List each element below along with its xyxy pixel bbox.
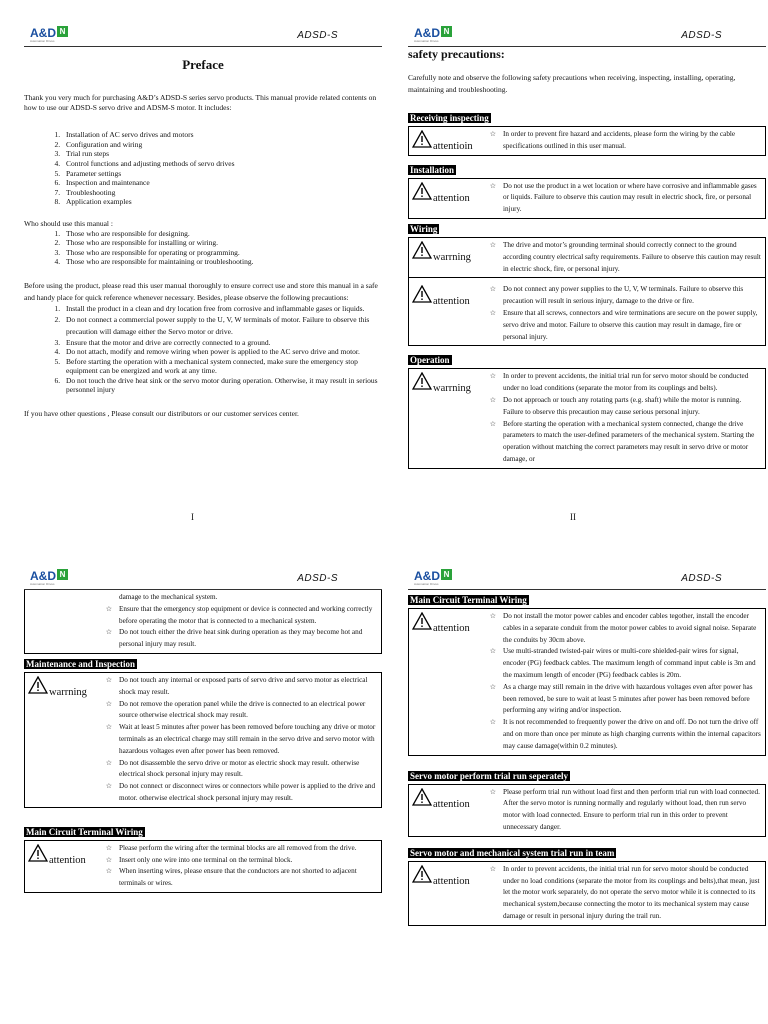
caution-box [408, 861, 766, 926]
section-heading: Maintenance and Inspection [26, 658, 136, 669]
section-heading: Servo motor perform trial run seperately [410, 770, 569, 781]
main-circuit-section [408, 590, 766, 756]
section-heading: Wiring [410, 223, 438, 234]
section-heading: Main Circuit Terminal Wiring [26, 826, 143, 837]
page-header [24, 565, 382, 590]
list-item: 4. Control functions and adjusting methods of servo drives [62, 159, 382, 169]
team-trial-section [408, 843, 766, 926]
list-item: 2. Do not connect a commercial power supply to the U, V, W terminals of motor. Failure to observe this precaution will damage either the Servo motor or drive. [62, 314, 382, 338]
continued-box [24, 590, 382, 654]
contents-list [24, 130, 382, 207]
list-item: 6. Do not touch the drive heat sink or the servo motor during operation. Otherwise, it may result in serious personnel injury [62, 376, 382, 395]
list-item: ☆ In order to prevent fire hazard and accidents, please form the wiring by the cable specifications outlined in this user manual. [483, 129, 763, 153]
list-item: 6. Inspection and maintenance [62, 178, 382, 188]
list-item: ☆ Do not connect any power supplies to the U, V, W terminals. Failure to observe this precaution will result in serious injury, damage to the drive or fire. [483, 284, 763, 308]
operation-section [408, 350, 766, 468]
precaution-list [24, 304, 382, 395]
warning-icon [28, 844, 48, 862]
warning-icon [412, 372, 432, 390]
preface-page [24, 22, 382, 532]
list-item: ☆ Before starting the operation with a mechanical system connected, change the drive parameters to match the user-defined parameters of the mechanical system. Starting the operation without matching the correct parameters may result in servo drive or motor damage, or [483, 419, 763, 466]
trial-run-section [408, 766, 766, 837]
list-item: ☆ As a charge may still remain in the drive with hazardous voltages even after power has been removed, be sure to wait at least 5 minutes after power has been removed before performing any wiring and/or inspection. [483, 682, 763, 717]
caution-label: attention [433, 798, 470, 810]
list-item: 3. Trial run steps [62, 149, 382, 159]
who-list [24, 229, 382, 267]
caution-label: attention [433, 623, 470, 634]
list-item: ☆ In order to prevent accidents, the initial trial run for servo motor should be conducted under no load conditions (separate the motor from its couplings and belts). [483, 371, 763, 395]
caution-label: attention [49, 854, 86, 866]
star-icon: ☆ [105, 723, 113, 732]
list-item: ☆ It is not recommended to frequently power the drive on and off. Do not turn the drive off and on more than once per minute as high charging currents within the internal capacitors may cause damage(within 0.2 minutes). [483, 717, 763, 752]
intro-text: Thank you very much for purchasing A&D’s ADSD-S series servo products. This manual provide related contents on how to use our ADSD-S servo drive and ADSM-S motor. It includes: [24, 93, 377, 112]
star-icon: ☆ [489, 787, 497, 796]
page-title: Preface [182, 57, 224, 72]
main-circuit-section [24, 822, 382, 893]
list-item: 7. Troubleshooting [62, 188, 382, 198]
list-item: 1. Those who are responsible for designing. [62, 229, 382, 239]
star-icon: ☆ [105, 855, 113, 864]
list-item: ☆ Insert only one wire into one terminal on the terminal block. [99, 855, 379, 867]
caution-box [408, 608, 766, 756]
maintenance-section [24, 654, 382, 808]
warning-icon [412, 865, 432, 883]
star-icon: ☆ [489, 240, 497, 249]
star-icon: ☆ [489, 718, 497, 727]
brand-logo: A&D N Automation Drives [30, 26, 68, 40]
star-icon: ☆ [105, 675, 113, 684]
caution-label: warrning [433, 251, 471, 263]
list-item: ☆ Wait at least 5 minutes after power has been removed before touching any drive or motor terminals as an electrical charge may still remain in the servo drive and servo motor with hazardous voltages even after power has been removed. [99, 722, 379, 757]
star-icon: ☆ [105, 867, 113, 876]
section-heading: Installation [410, 164, 455, 175]
caution-box [24, 840, 382, 893]
caution-label: attentioin [433, 141, 473, 152]
star-icon: ☆ [489, 181, 497, 190]
list-item: 4. Those who are responsible for maintaining or troubleshooting. [62, 257, 382, 267]
section-heading: Operation [410, 355, 450, 366]
list-item: 1. Install the product in a clean and dry location free from corrosive and inflammable gases or liquids. [62, 304, 382, 314]
warning-box [24, 672, 382, 808]
safety-page-continued [24, 565, 382, 1010]
list-item: ☆ Please perform the wiring after the terminal blocks are all removed from the drive. [99, 843, 379, 855]
star-icon: ☆ [105, 699, 113, 708]
star-icon: ☆ [489, 864, 497, 873]
star-icon: ☆ [105, 843, 113, 852]
installation-section [408, 160, 766, 219]
star-icon: ☆ [105, 628, 113, 637]
model-name: ADSD-S [297, 30, 338, 41]
list-item: 5. Parameter settings [62, 169, 382, 179]
list-item: ☆ Do not remove the operation panel while the drive is connected to an electrical power source otherwise electrical shock may result. [99, 699, 379, 723]
safety-page [408, 22, 766, 532]
list-item: ☆ Do not use the product in a wet location or where have corrosive and inflammable gases or liquids. Failure to observe this caution may result in electric shock, fire, or personal injury. [483, 181, 763, 216]
section-heading: Receiving inspecting [410, 113, 489, 123]
list-item: ☆ Ensure that all screws, connectors and wire terminations are secure on the power supply, servo drive and motor. Failure to observe this caution may result in damage, fire or personal injury. [483, 308, 763, 343]
star-icon: ☆ [489, 308, 497, 317]
warning-icon [412, 788, 432, 806]
warning-icon [412, 285, 432, 303]
list-item: ☆ Do not install the motor power cables and encoder cables tegother, install the encoder cables in a separate conduit from the motor power cables to avoid signal noise. Separate the conduits by 30cm above. [483, 611, 763, 646]
list-item: 1. Installation of AC servo drives and motors [62, 130, 382, 140]
star-icon: ☆ [489, 285, 497, 294]
who-title: Who should use this manual : [24, 218, 113, 228]
warning-icon [412, 130, 432, 148]
warning-icon [28, 676, 48, 694]
section-heading: Main Circuit Terminal Wiring [410, 595, 527, 605]
intro-text: Carefully note and observe the following safety precautions when receiving, inspecting, installing, operating, maintaining and troubleshooting. [408, 73, 736, 94]
list-item: ☆ Do not approach or touch any rotating parts (e.g. shaft) while the motor is running. Failure to observe this precaution may cause serious personal injury. [483, 395, 763, 419]
brand-logo: A&D N Automation Drives [414, 569, 452, 583]
list-item: ☆ In order to prevent accidents, the initial trial run for servo motor should be conducted under no load conditions (separate the motor from its couplings and belts),that mean, just let the motor work separately, do not operate the servo motor while it is connected to its mechanical system,because connecting the motor to its mechanical system may cause damage or result in personal injury during the trail run. [483, 864, 763, 923]
warning-icon [412, 612, 432, 630]
star-icon: ☆ [489, 682, 497, 691]
star-icon: ☆ [489, 395, 497, 404]
star-icon: ☆ [489, 130, 497, 138]
list-item: 4. Do not attach, modify and remove wiring when power is applied to the AC servo drive and motor. [62, 347, 382, 357]
warning-icon [412, 241, 432, 259]
list-item: ☆ Please perform trial run without load first and then perform trial run with load connected. After the servo motor is running normally and regularly without load, then run servo motor with load connected. Ensure to perform trial run in this order to prevent unnecessary danger. [483, 787, 763, 834]
list-item: 3. Those who are responsible for operating or programming. [62, 248, 382, 258]
model-name: ADSD-S [681, 573, 722, 584]
list-item: ☆ Do not disassemble the servo drive or motor as electric shock may result. otherwise electrical shock personal injury may result. [99, 758, 379, 782]
list-item: 2. Those who are responsible for installing or wiring. [62, 238, 382, 248]
warning-icon [412, 182, 432, 200]
list-item: damage to the mechanical system. [119, 593, 218, 601]
closing-text: If you have other questions , Please consult our distributors or our customer services center. [24, 409, 299, 419]
star-icon: ☆ [105, 758, 113, 767]
caution-box [408, 178, 766, 219]
page-number: II [570, 512, 576, 522]
page-header [408, 22, 766, 47]
brand-logo: A&D N Automation Drives [30, 569, 68, 583]
star-icon: ☆ [105, 604, 113, 613]
page-header [408, 565, 766, 590]
safety-page-wiring [408, 565, 766, 1010]
list-item: ☆ Do not touch any internal or exposed parts of servo drive and servo motor as electrical shock may result. [99, 675, 379, 699]
star-icon: ☆ [489, 647, 497, 656]
caution-label: attention [433, 875, 470, 887]
list-item: ☆ Use multi-stranded twisted-pair wires or multi-core shielded-pair wires for signal, encoder (PG) feedback cables. The maximum length of command input cable is 3m and the maximum length of encoder (PG) feedback cables is 20m. [483, 646, 763, 681]
before-text: Before using the product, please read this user manual thoroughly to ensure correct use and store this manual in a safe and handy place for quick reference whenever necessary. Besides, please observe the following precautions: [24, 280, 378, 302]
section-heading: Servo motor and mechanical system trial run in team [410, 847, 615, 858]
list-item: 8. Application examples [62, 197, 382, 207]
brand-logo: A&D N Automation Drives [414, 26, 452, 40]
caution-box [408, 784, 766, 837]
list-item: 3. Ensure that the motor and drive are correctly connected to a ground. [62, 338, 382, 348]
caution-label: warrning [433, 383, 471, 395]
page-header [24, 22, 382, 47]
page-title: safety precautions: [408, 47, 505, 61]
list-item: ☆ When inserting wires, please ensure that the conductors are not shorted to adjacent terminals or wires. [99, 866, 379, 890]
warning-box [408, 368, 766, 468]
wiring-section [408, 219, 766, 346]
star-icon: ☆ [105, 782, 113, 791]
receiving-section [408, 108, 766, 156]
warning-box [408, 237, 766, 278]
caution-label: warrning [49, 686, 87, 698]
list-item: 5. Before starting the operation with a mechanical system connected, make sure the emergency stop equipment can be energized and work at any time. [62, 357, 382, 376]
caution-label: attention [433, 192, 470, 204]
star-icon: ☆ [489, 419, 497, 428]
star-icon: ☆ [489, 612, 497, 620]
page-number: I [191, 512, 194, 522]
star-icon: ☆ [489, 372, 497, 381]
caution-label: attention [433, 296, 470, 308]
list-item: ☆ Ensure that the emergency stop equipment or device is connected and working correctly before operating the motor that is connected to a mechanical system. [99, 604, 379, 628]
model-name: ADSD-S [297, 573, 338, 584]
list-item: ☆ Do not touch either the drive heat sink during operation as they may become hot and personal injury may result. [99, 627, 379, 651]
model-name: ADSD-S [681, 30, 722, 41]
list-item: ☆ Do not connect or disconnect wires or connectors while power is applied to the drive and motor. otherwise electrical shock personal injury may result. [99, 781, 379, 805]
caution-box [408, 278, 766, 346]
list-item: 2. Configuration and wiring [62, 140, 382, 150]
caution-box [408, 126, 766, 156]
list-item: ☆ The drive and motor’s grounding terminal should correctly connect to the ground according country electrical safty requirements. Failure to observe this caution may result in electric shock, fire, or personal injury. [483, 240, 763, 275]
